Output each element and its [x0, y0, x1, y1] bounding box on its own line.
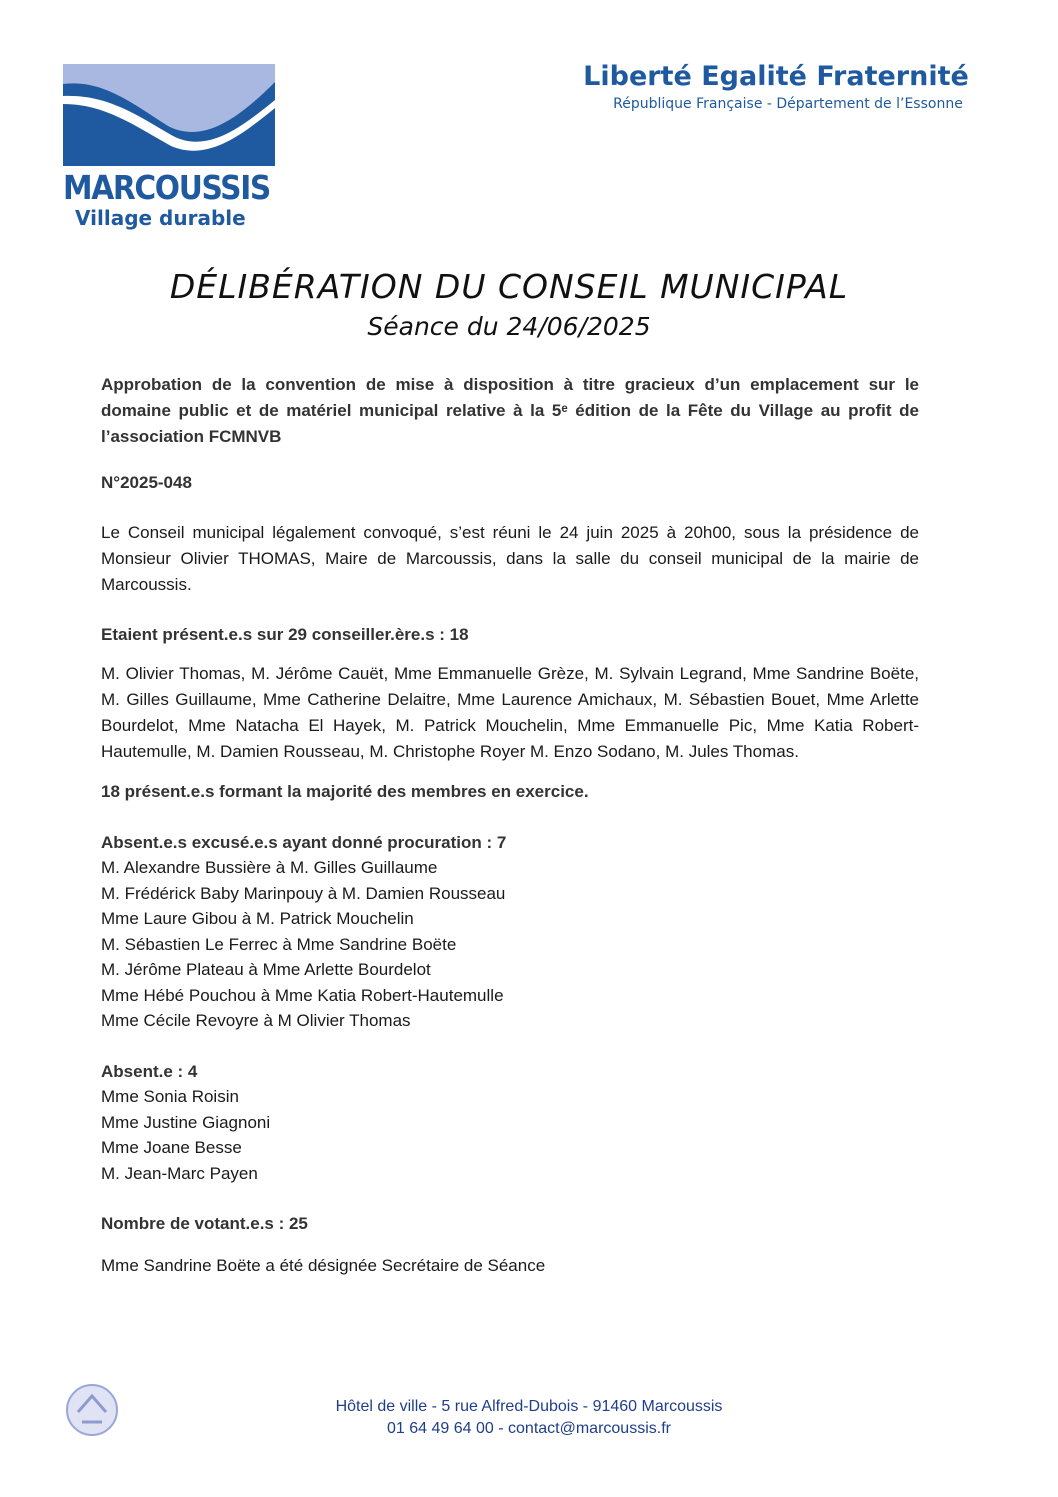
present-heading: Etaient présent.e.s sur 29 conseiller.ère.s : 18 [101, 624, 469, 644]
proxy-list [101, 855, 919, 1034]
proxy-heading: Absent.e.s excusé.e.s ayant donné procuration : 7 [101, 832, 507, 852]
list-item: Mme Joane Besse [101, 1138, 242, 1157]
voters-count: Nombre de votant.e.s : 25 [101, 1214, 308, 1233]
title-block [0, 266, 1018, 344]
present-list: M. Olivier Thomas, M. Jérôme Cauët, Mme Emmanuelle Grèze, M. Sylvain Legrand, Mme Sandrine Boëte, M. Gilles Guillaume, Mme Catherine Delaitre, Mme Laurence Amichaux, M. Sébastien Bouet, Mme Arlette Bourdelot, Mme Natacha El Hayek, M. Patrick Mouchelin, Mme Emmanuelle Pic, Mme Katia Robert-Hautemulle, M. Damien Rousseau, M. Christophe Royer M. Enzo Sodano, M. Jules Thomas. [101, 664, 919, 761]
list-item: M. Jean-Marc Payen [101, 1163, 258, 1183]
page-title: DÉLIBÉRATION DU CONSEIL MUNICIPAL [169, 267, 849, 306]
session-date: Séance du 24/06/2025 [367, 312, 651, 341]
footer-contact: 01 64 49 64 00 - contact@marcoussis.fr [387, 1420, 671, 1437]
logo-name: MARCOUSSIS [63, 168, 270, 207]
list-item: M. Alexandre Bussière à M. Gilles Guillaume [101, 858, 438, 877]
footer-address: Hôtel de ville - 5 rue Alfred-Dubois - 91460 Marcoussis [335, 1398, 723, 1415]
list-item: Mme Sonia Roisin [101, 1087, 239, 1106]
subject: Approbation de la convention de mise à disposition à titre gracieux d’un emplacement sur le domaine public et de matériel municipal relative à la 5ᵉ édition de la Fête du Village au profit de l’association FCMNVB [101, 375, 919, 446]
secretary-statement: Mme Sandrine Boëte a été désignée Secrétaire de Séance [101, 1255, 546, 1275]
list-item: M. Jérôme Plateau à Mme Arlette Bourdelot [101, 960, 431, 979]
logo-tagline: Village durable [75, 206, 246, 230]
document-body [101, 372, 919, 1278]
footer [0, 1396, 1058, 1440]
republic-header [556, 60, 996, 114]
intro-paragraph: Le Conseil municipal légalement convoqué, s’est réuni le 24 juin 2025 à 20h00, sous la présidence de Monsieur Olivier THOMAS, Maire de Marcoussis, dans la salle du conseil municipal de la mairie de Marcoussis. [101, 522, 919, 594]
republic-subtitle: République Française - Département de l’Essonne [613, 96, 963, 112]
list-item: Mme Cécile Revoyre à M Olivier Thomas [101, 1011, 411, 1030]
list-item: Mme Laure Gibou à M. Patrick Mouchelin [101, 909, 414, 928]
wave-logo-icon [63, 64, 275, 166]
republic-motto: Liberté Egalité Fraternité [583, 61, 969, 92]
list-item: Mme Hébé Pouchou à Mme Katia Robert-Hautemulle [101, 985, 504, 1005]
marcoussis-logo [63, 64, 275, 230]
majority-statement: 18 présent.e.s formant la majorité des membres en exercice. [101, 782, 589, 801]
list-item: M. Sébastien Le Ferrec à Mme Sandrine Boëte [101, 934, 457, 954]
list-item: Mme Justine Giagnoni [101, 1112, 271, 1132]
list-item: M. Frédérick Baby Marinpouy à M. Damien Rousseau [101, 883, 506, 903]
deliberation-number: N°2025-048 [101, 473, 192, 492]
absent-heading: Absent.e : 4 [101, 1061, 198, 1081]
absent-list [101, 1084, 919, 1186]
